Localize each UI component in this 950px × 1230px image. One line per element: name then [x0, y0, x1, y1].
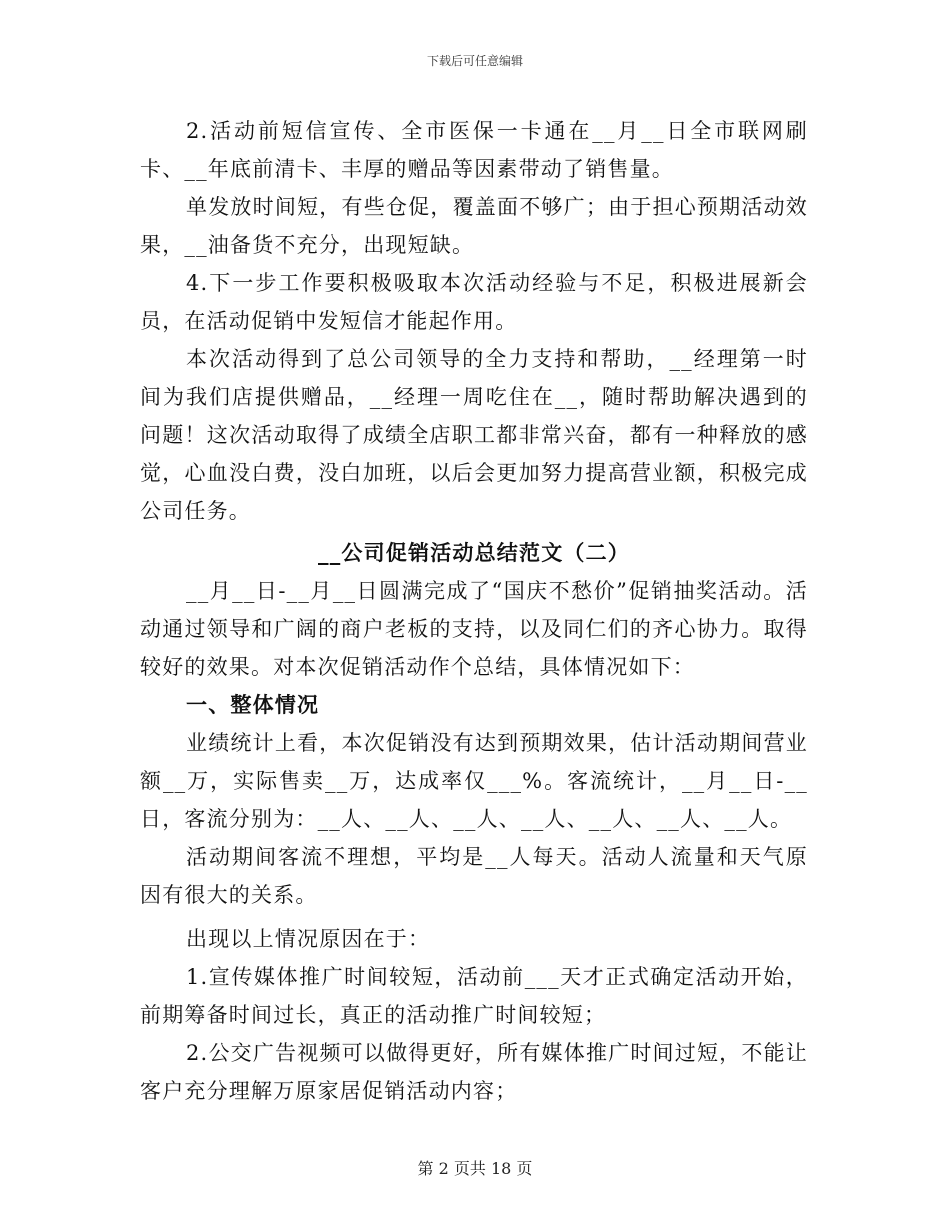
- document-body: [140, 112, 808, 1110]
- paragraph-reason-1: 1.宣传媒体推广时间较短，活动前___天才正式确定活动开始，前期筹备时间过长，真正的活动推广时间较短；: [140, 965, 808, 1027]
- paragraph-reasons-intro: 出现以上情况原因在于：: [186, 927, 431, 951]
- paragraph-item-4: 4.下一步工作要积极吸取本次活动经验与不足，积极进展新会员，在活动促销中发短信才能起作用。: [140, 271, 808, 333]
- paragraph-item-2: 2.活动前短信宣传、全市医保一卡通在__月__日全市联网刷卡、__年底前清卡、丰厚的赠品等因素带动了销售量。: [140, 119, 808, 181]
- paragraph-performance: 业绩统计上看，本次促销没有达到预期效果，估计活动期间营业额__万，实际售卖__万，达成率仅___%。客流统计，__月__日-__日，客流分别为：__人、__人、__人、__人、__人、__人、__人。: [140, 731, 808, 831]
- page-header: 下载后可任意编辑: [426, 54, 523, 68]
- paragraph-acknowledgement: 本次活动得到了总公司领导的全力支持和帮助，__经理第一时间为我们店提供赠品，__经理一周吃住在__，随时帮助解决遇到的问题！这次活动取得了成绩全店职工都非常兴奋，都有一种释放的感觉，心血没白费，没白加班，以后会更加努力提高营业额，积极完成公司任务。: [140, 347, 808, 523]
- paragraph-reason-2: 2.公交广告视频可以做得更好，所有媒体推广时间过短，不能让客户充分理解万原家居促销活动内容；: [140, 1041, 808, 1103]
- paragraph-intro: __月__日-__月__日圆满完成了“国庆不愁价”促销抽奖活动。活动通过领导和广阔的商户老板的支持，以及同仁们的齐心协力。取得较好的效果。对本次促销活动作个总结，具体情况如下：: [140, 579, 808, 679]
- section-heading-overall: 一、整体情况: [186, 693, 320, 717]
- section-title: __公司促销活动总结范文（二）: [318, 541, 630, 565]
- paragraph-item-3: 单发放时间短，有些仓促，覆盖面不够广；由于担心预期活动效果，__油备货不充分，出现短缺。: [140, 195, 808, 257]
- paragraph-traffic: 活动期间客流不理想，平均是__人每天。活动人流量和天气原因有很大的关系。: [140, 845, 808, 907]
- page-number: 第 2 页共 18 页: [417, 1159, 533, 1178]
